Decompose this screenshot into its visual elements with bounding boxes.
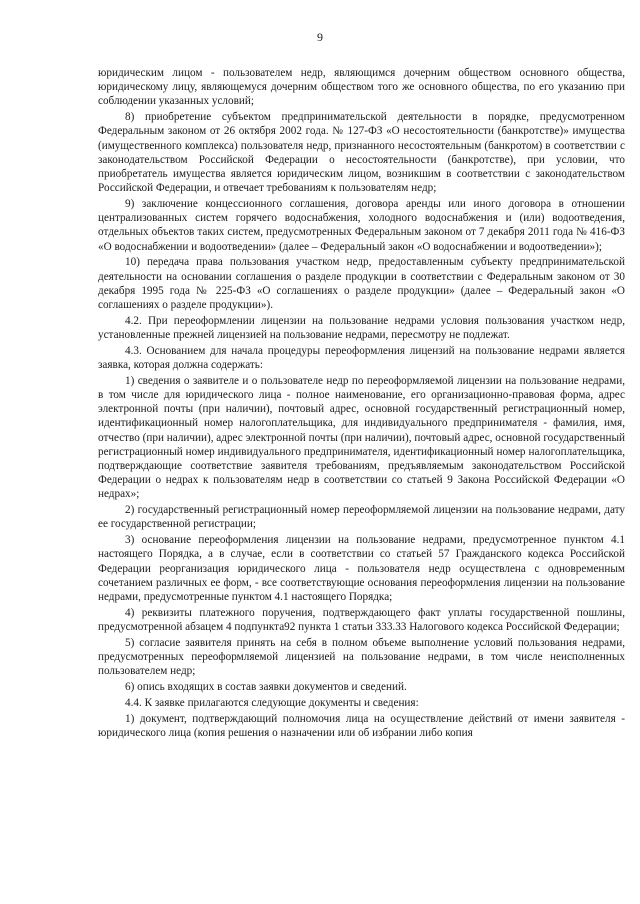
paragraph: 4.3. Основанием для начала процедуры переоформления лицензий на пользование недрами является заявка, которая должна содержать: [98,344,625,372]
paragraph: 9) заключение концессионного соглашения, договора аренды или иного договора в отношении централизованных систем горячего водоснабжения, холодного водоснабжения и (или) водоотведения, отдельных объектов таких систем, предусмотренных Федеральным законом от 7 декабря 2011 года № 416-ФЗ «О водоснабжении и водоотведении» (далее – Федеральный закон «О водоснабжении и водоотведении»); [98,198,625,253]
paragraph: 1) сведения о заявителе и о пользователе недр по переоформляемой лицензии на пользование недрами, в том числе для юридического лица - полное наименование, его организационно-правовая форма, адрес электронной почты (при наличии), почтовый адрес, основной государственный регистрационный номер, идентификационный номер налогоплательщика, для индивидуального предпринимателя - фамилия, имя, отчество (при наличии), адрес электронной почты (при наличии), почтовый адрес, основной государственный регистрационный номер индивидуального предпринимателя, идентификационный номер налогоплательщика, подтверждающие соответствие заявителя требованиям, предъявляемым законодательством Российской Федерации о недрах к пользователям недр в соответствии со статьей 9 Закона Российской Федерации «О недрах»; [98,374,625,501]
paragraph: 4.2. При переоформлении лицензии на пользование недрами условия пользования участком недр, установленные прежней лицензией на пользование недрами, пересмотру не подлежат. [98,314,625,342]
paragraph: 2) государственный регистрационный номер переоформляемой лицензии на пользование недрами, дату ее государственной регистрации; [98,504,625,531]
page-number: 9 [317,30,323,44]
paragraph: юридическим лицом - пользователем недр, являющимся дочерним обществом основного общества, юридическому лицу, являющемуся дочерним обществом того же основного общества, по его указанию при соблюдении указанных условий; [98,67,625,108]
document-text-body [98,66,625,742]
paragraph: 10) передача права пользования участком недр, предоставленным субъекту предпринимательской деятельности на основании соглашения о разделе продукции в соответствии с Федеральным законом от 30 декабря 1995 года № 225-ФЗ «О соглашениях о разделе продукции» (далее – Федеральный закон «О соглашениях о разделе продукции»). [98,256,625,312]
paragraph: 5) согласие заявителя принять на себя в полном объеме выполнение условий пользования недрами, предусмотренных переоформляемой лицензией на пользование недрами, в том числе неисполненных пользователем недр; [98,636,625,678]
paragraph: 4) реквизиты платежного поручения, подтверждающего факт уплаты государственной пошлины, предусмотренной абзацем 4 подпункта92 пункта 1 статьи 333.33 Налогового кодекса Российской Федерации; [98,606,625,634]
paragraph: 6) опись входящих в состав заявки документов и сведений. [125,681,407,694]
paragraph: 1) документ, подтверждающий полномочия лица на осуществление действий от имени заявителя - юридического лица (копия решения о назначении или об избрании либо копия [98,712,625,739]
paragraph: 4.4. К заявке прилагаются следующие документы и сведения: [125,696,419,709]
paragraph: 8) приобретение субъектом предпринимательской деятельности в порядке, предусмотренном Федеральным законом от 26 октября 2002 года. № 127-ФЗ «О несостоятельности (банкротстве)» имущества (имущественного комплекса) пользователя недр, признанного несостоятельным (банкротом) в соответствии с законодательством Российской Федерации о несостоятельности (банкротстве), при условии, что приобретатель имущества является юридическим лицом, возникшим в соответствии с законодательством Российской Федерации, и отвечает требованиям к пользователям недр; [98,111,625,195]
paragraph: 3) основание переоформления лицензии на пользование недрами, предусмотренное пунктом 4.1 настоящего Порядка, а в случае, если в соответствии со статьей 57 Гражданского кодекса Российской Федерации реорганизация юридического лица - пользователя недр осуществлена с одновременным сочетанием различных ее форм, - все соответствующие основания переоформления лицензии на пользование недрами, предусмотренные пунктом 4.1 настоящего Порядка; [98,534,625,604]
